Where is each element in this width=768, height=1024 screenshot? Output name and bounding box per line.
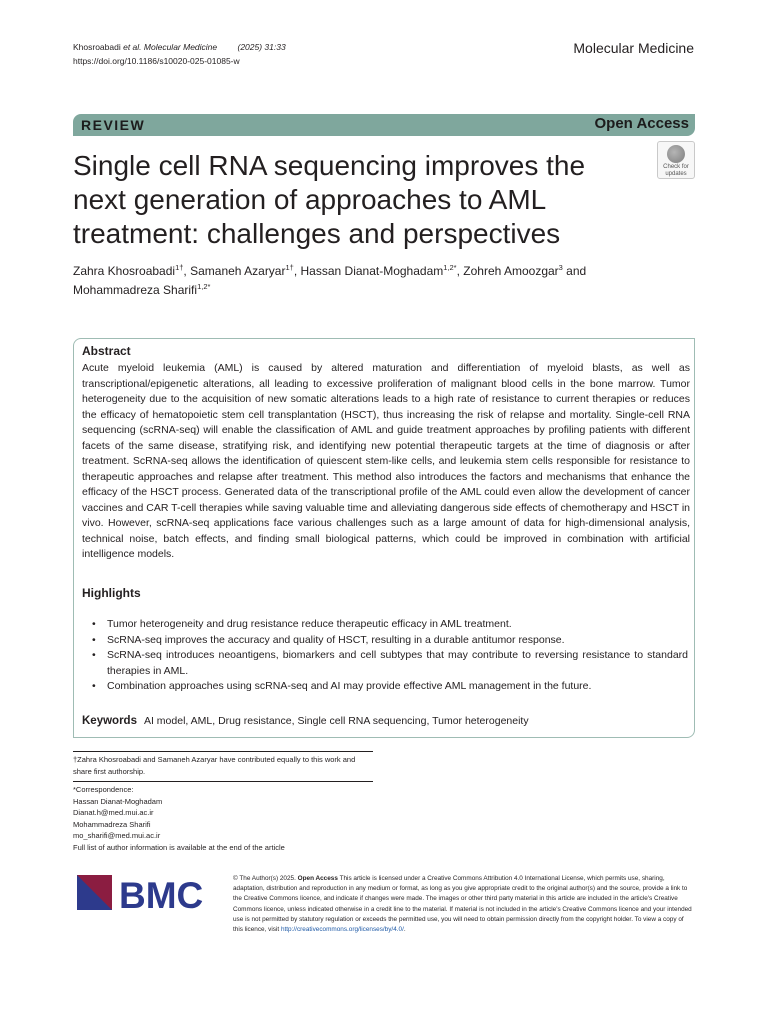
author-list	[73, 262, 633, 300]
bullet: •	[92, 618, 96, 630]
author-name: Mohammadreza Sharifi	[73, 283, 198, 297]
article-title: Single cell RNA sequencing improves the next generation of approaches to AML treatment: challenges and perspectives	[73, 150, 586, 249]
author-info-note: Full list of author information is available at the end of the article	[73, 842, 285, 852]
author-affiliation: 1,2*	[197, 282, 211, 291]
author-separator: ,	[293, 264, 301, 278]
copyright-label: © The Author(s) 2025.	[233, 875, 296, 882]
keywords-line	[82, 715, 529, 727]
highlight-item	[82, 648, 688, 679]
keywords-label: Keywords	[82, 715, 137, 727]
highlight-text: Combination approaches using scRNA-seq and AI may provide effective AML management in the future.	[107, 680, 592, 692]
author-separator: ,	[456, 264, 464, 278]
check-for-updates-button[interactable]	[657, 141, 695, 179]
bmc-logo	[77, 874, 217, 914]
abstract-box	[73, 338, 695, 738]
article-type-banner	[73, 114, 695, 136]
highlights-list	[82, 617, 688, 695]
author[interactable]	[73, 283, 210, 297]
author-affiliation: 3	[558, 263, 563, 272]
highlight-text: ScRNA-seq introduces neoantigens, biomarkers and cell subtypes that may contribute to reversing resistance to standard therapies in AML.	[107, 649, 688, 677]
author-separator: and	[562, 264, 587, 278]
author[interactable]	[73, 264, 183, 278]
bullet: •	[92, 649, 96, 661]
correspondent-email[interactable]: mo_sharifi@med.mui.ac.ir	[73, 831, 161, 840]
abstract-text: Acute myeloid leukemia (AML) is caused by altered maturation and differentiation of myeloid blasts, as well as transcriptional/epigenetic alterations, all leading to excessive proliferation of malignant blood cells in the bone marrow. Tumor heterogeneity due to the acquisition of new somatic alterations leads to a high rate of resistance to current therapies or reduces the efficacy of hematopoietic stem cell transplantation (HSCT), thus increasing the risk of relapse and mortality. Single-cell RNA sequencing (scRNA-seq) will enable the classification of AML and guide treatment approaches by profiling patients with different facets of the same disease, stratifying risk, and identifying new potential therapeutic targets at the time of diagnosis or after treatment. ScRNA-seq allows the identification of quiescent stem-like cells, and leukemia stem cells responsible for resistance to therapeutic approaches and relapse after treatment. This method also introduces the factors and mechanisms that enhance the efficacy of the HSCT process. Generated data of the transcriptional profile of the AML could even allow the development of cancer vaccines and CAR T-cell therapies while saving valuable time and alleviating dangerous side effects of chemotherapy and HSCT in vivo. However, scRNA-seq applications face various challenges such as a large amount of data for high-dimensional analysis, technical noise, batch effects, and finding small biological patterns, which could be improved in combination with artificial intelligence models.	[82, 362, 690, 560]
author-name: Samaneh Azaryar	[190, 264, 286, 278]
correspondent-name: Hassan Dianat-Moghadam	[73, 796, 163, 806]
journal-name: Molecular Medicine	[573, 40, 694, 56]
author[interactable]	[190, 264, 294, 278]
bullet: •	[92, 680, 96, 692]
check-updates-icon	[667, 145, 685, 163]
highlight-text: Tumor heterogeneity and drug resistance reduce therapeutic efficacy in AML treatment.	[107, 618, 512, 630]
author-affiliation: 1†	[175, 263, 184, 272]
highlight-text: ScRNA-seq improves the accuracy and quality of HSCT, resulting in a durable antitumor response.	[107, 633, 565, 646]
doi-link[interactable]: https://doi.org/10.1186/s10020-025-01085-w	[73, 56, 240, 66]
author-affiliation: 1†	[285, 263, 294, 272]
highlights-heading: Highlights	[82, 586, 141, 600]
author[interactable]	[301, 264, 457, 278]
correspondent-name: Mohammadreza Sharifi	[73, 819, 151, 829]
open-access-label: Open Access	[594, 115, 689, 132]
correspondent-email[interactable]: Dianat.h@med.mui.ac.ir	[73, 808, 154, 817]
highlight-item	[82, 617, 688, 633]
article-type-label: REVIEW	[81, 117, 146, 133]
license-end: .	[403, 926, 406, 934]
license-text	[233, 874, 693, 935]
keywords-text: AI model, AML, Drug resistance, Single cell RNA sequencing, Tumor heterogeneity	[143, 715, 529, 727]
author-affiliation: 1,2*	[443, 263, 457, 272]
highlight-item	[82, 679, 688, 695]
author-name: Hassan Dianat-Moghadam	[300, 264, 444, 278]
author-separator: ,	[183, 264, 191, 278]
correspondence-block	[73, 781, 373, 853]
author-name: Zahra Khosroabadi	[73, 264, 176, 278]
citation-header	[73, 40, 286, 68]
author[interactable]	[463, 264, 563, 278]
bullet: •	[92, 633, 96, 646]
citation-line	[73, 40, 286, 54]
correspondence-label: *Correspondence:	[73, 785, 134, 794]
highlight-item	[82, 633, 688, 649]
check-updates-line2: updates	[665, 170, 687, 177]
citation-authors: Khosroabadi	[73, 42, 121, 52]
author-name: Zohreh Amoozgar	[463, 264, 559, 278]
citation-year: (2025) 31:33	[237, 42, 286, 52]
license-body: This article is licensed under a Creative Commons Attribution 4.0 International License, which permits use, sharing, adaptation, distribution and reproduction in any medium or format, as long as you give appropriate credit to the original author(s) and the source, provide a link to the Creative Commons licence, and indicate if changes were made. The images or other third party material in this article are included in the article's Creative Commons licence, unless indicated otherwise in a credit line to the material. If material is not included in the article's Creative Commons licence and your intended use is not permitted by statutory regulation or exceeds the permitted use, you will need to obtain permission directly from the copyright holder. To view a copy of this licence, visit	[233, 875, 692, 934]
equal-contribution-footnote: †Zahra Khosroabadi and Samaneh Azaryar have contributed equally to this work and share first authorship.	[73, 751, 373, 777]
citation-journal: et al. Molecular Medicine	[123, 42, 218, 52]
license-open-access: Open Access	[297, 875, 338, 882]
license-link[interactable]: http://creativecommons.org/licenses/by/4.0/	[280, 926, 404, 934]
bmc-logo-text: BMC	[119, 875, 204, 914]
check-updates-line1: Check for	[663, 164, 689, 170]
abstract-heading: Abstract	[82, 344, 131, 358]
